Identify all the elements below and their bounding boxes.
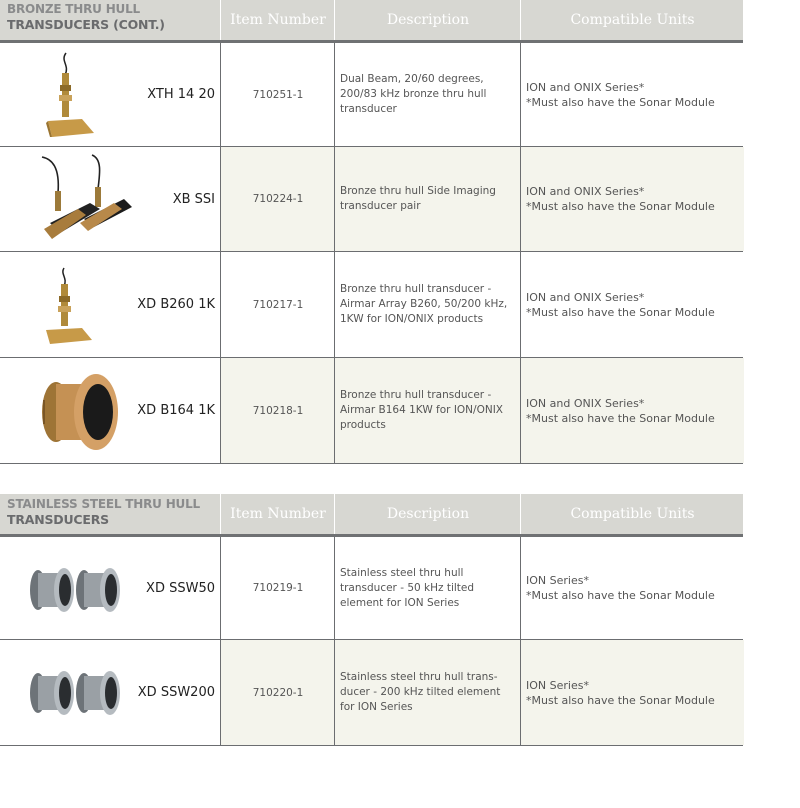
compatibility-note: *Must also have the Sonar Module	[526, 305, 715, 319]
table-row	[0, 537, 743, 640]
compatible-units: ION and ONIX Series*	[526, 396, 645, 410]
description: Stainless steel thru hull trans-ducer - 200 kHz tilted element for ION Series	[340, 671, 501, 713]
description: Bronze thru hull Side Imaging transducer pair	[340, 185, 496, 212]
model-name: XD SSW50	[146, 580, 215, 596]
compatible-units-cell	[520, 537, 744, 639]
product-cell	[0, 537, 220, 639]
bronze-thru-hull-transducer-icon	[30, 51, 100, 141]
table-row	[0, 252, 743, 358]
compatible-units: ION Series*	[526, 574, 589, 587]
section2-header	[0, 494, 743, 537]
table-row	[0, 147, 743, 252]
column-header-item-number: Item Number	[220, 0, 335, 40]
compatible-units: ION Series*	[526, 678, 589, 692]
table-row	[0, 43, 743, 147]
compatibility-note: *Must also have the Sonar Module	[526, 200, 715, 213]
product-cell	[0, 358, 220, 463]
item-number: 710217-1	[220, 252, 335, 357]
description-cell	[334, 252, 521, 357]
column-header-item-number: Item Number	[220, 494, 335, 534]
column-header-description: Description	[334, 494, 521, 534]
section2-title	[7, 497, 217, 527]
compatible-units-cell	[520, 358, 744, 463]
item-number: 710251-1	[220, 43, 335, 146]
column-header-compatible-units: Compatible Units	[520, 494, 744, 534]
product-cell	[0, 147, 220, 251]
table-row	[0, 358, 743, 464]
product-cell	[0, 640, 220, 745]
section2-title-line1: STAINLESS STEEL THRU HULL	[7, 497, 200, 511]
description: Stainless steel thru hull transducer - 50 kHz tilted element for ION Series	[340, 566, 475, 609]
item-number: 710218-1	[220, 358, 335, 463]
description-cell	[334, 537, 521, 639]
column-header-compatible-units: Compatible Units	[520, 0, 744, 40]
compatible-units-cell	[520, 640, 744, 745]
compatibility-note: *Must also have the Sonar Module	[526, 693, 715, 707]
compatibility-note: *Must also have the Sonar Module	[526, 95, 715, 109]
stainless-steel-transducer-icon	[28, 567, 126, 613]
description-cell	[334, 43, 521, 146]
description-cell	[334, 358, 521, 463]
description: Bronze thru hull transducer - Airmar Array B260, 50/200 kHz, 1KW for ION/ONIX products	[340, 283, 508, 325]
stainless-steel-transducer-icon	[28, 670, 126, 716]
section1-title-line1: BRONZE THRU HULL	[7, 2, 140, 16]
compatible-units: ION and ONIX Series*	[526, 185, 645, 198]
bronze-thru-hull-transducer-icon	[30, 266, 100, 348]
item-number: 710219-1	[220, 537, 335, 639]
item-number: 710224-1	[220, 147, 335, 251]
compatibility-note: *Must also have the Sonar Module	[526, 589, 715, 602]
description-cell	[334, 640, 521, 745]
bronze-fairing-transducer-icon	[30, 370, 126, 454]
model-name: XD B260 1K	[137, 297, 215, 312]
section1-header	[0, 0, 743, 43]
compatible-units: ION and ONIX Series*	[526, 80, 645, 94]
compatible-units-cell	[520, 147, 744, 251]
product-cell	[0, 43, 220, 146]
description-cell	[334, 147, 521, 251]
compatible-units-cell	[520, 43, 744, 146]
section1-title	[7, 2, 217, 32]
description: Dual Beam, 20/60 degrees, 200/83 kHz bronze thru hull transducer	[340, 73, 487, 115]
compatibility-note: *Must also have the Sonar Module	[526, 411, 715, 425]
model-name: XB SSI	[172, 191, 215, 207]
compatible-units-cell	[520, 252, 744, 357]
product-cell	[0, 252, 220, 357]
model-name: XTH 14 20	[147, 87, 215, 102]
column-header-description: Description	[334, 0, 521, 40]
side-imaging-transducer-pair-icon	[30, 153, 134, 245]
item-number: 710220-1	[220, 640, 335, 745]
description: Bronze thru hull transducer - Airmar B164 1KW for ION/ONIX products	[340, 389, 503, 431]
table-row	[0, 640, 743, 746]
compatible-units: ION and ONIX Series*	[526, 290, 645, 304]
section1-title-line2: TRANSDUCERS (CONT.)	[7, 17, 165, 32]
model-name: XD B164 1K	[137, 403, 215, 418]
model-name: XD SSW200	[137, 685, 215, 700]
section2-title-line2: TRANSDUCERS	[7, 512, 109, 527]
